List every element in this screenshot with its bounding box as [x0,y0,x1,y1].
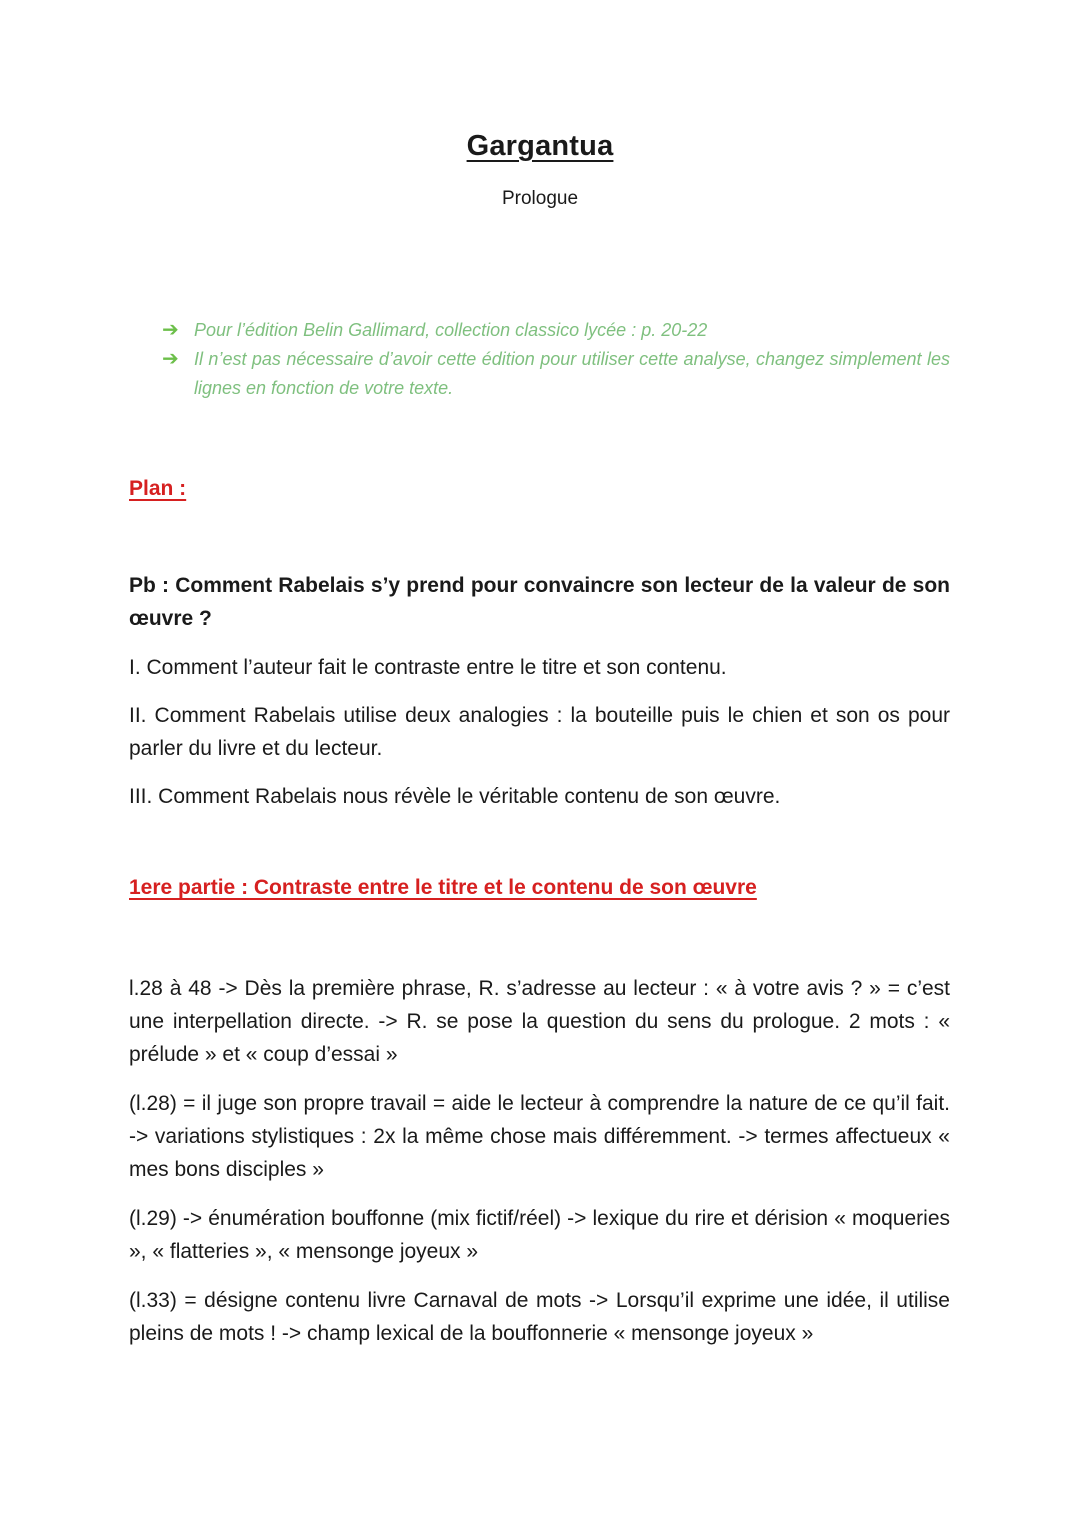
analysis-paragraph: (l.28) = il juge son propre travail = aide le lecteur à comprendre la nature de ce qu’il fait. -> variations stylistiques : 2x la même chose mais différemment. -> termes affectueux « mes bons disciples » [129,1092,950,1181]
analysis-paragraph: (l.29) -> énumération bouffonne (mix fictif/réel) -> lexique du rire et dérision « moqueries », « flatteries », « mensonge joyeux » [129,1207,950,1263]
document-subtitle: Prologue [501,188,579,209]
part1-heading: 1ere partie : Contraste entre le titre et le contenu de son œuvre [129,876,757,899]
edition-note [162,345,950,403]
problem-statement: Pb : Comment Rabelais s’y prend pour convaincre son lecteur de la valeur de son œuvre ? [129,574,950,630]
plan-item-text: Comment l’auteur fait le contraste entre le titre et son contenu. [140,656,727,679]
plan-heading: Plan : [129,477,187,500]
plan-item-number: II. [129,704,147,727]
edition-notes [162,316,950,403]
plan-item-text: Comment Rabelais nous révèle le véritable contenu de son œuvre. [152,785,781,808]
plan-item-number: III. [129,785,153,808]
plan-item-number: I. [129,656,141,679]
plan-item [129,651,950,684]
analysis-paragraph: l.28 à 48 -> Dès la première phrase, R. s’adresse au lecteur : « à votre avis ? » = c’est une interpellation directe. -> R. se pose la question du sens du prologue. 2 mots : « prélude » et « coup d’essai » [129,977,950,1066]
edition-note-text: Pour l’édition Belin Gallimard, collection classico lycée : p. 20-22 [194,320,708,340]
arrow-right-icon: ➔ [162,348,179,370]
plan-item [129,780,950,813]
edition-note [162,316,950,345]
analysis-paragraph: (l.33) = désigne contenu livre Carnaval de mots -> Lorsqu’il exprime une idée, il utilise pleins de mots ! -> champ lexical de la bouffonnerie « mensonge joyeux » [129,1289,950,1345]
document-title: Gargantua [466,130,614,162]
plan-item-text: Comment Rabelais utilise deux analogies : la bouteille puis le chien et son os pour parler du livre et du lecteur. [129,704,950,760]
edition-note-text: Il n’est pas nécessaire d’avoir cette édition pour utiliser cette analyse, changez simplement les lignes en fonction de votre texte. [194,349,950,398]
arrow-right-icon: ➔ [162,319,179,341]
plan-item [129,699,950,765]
